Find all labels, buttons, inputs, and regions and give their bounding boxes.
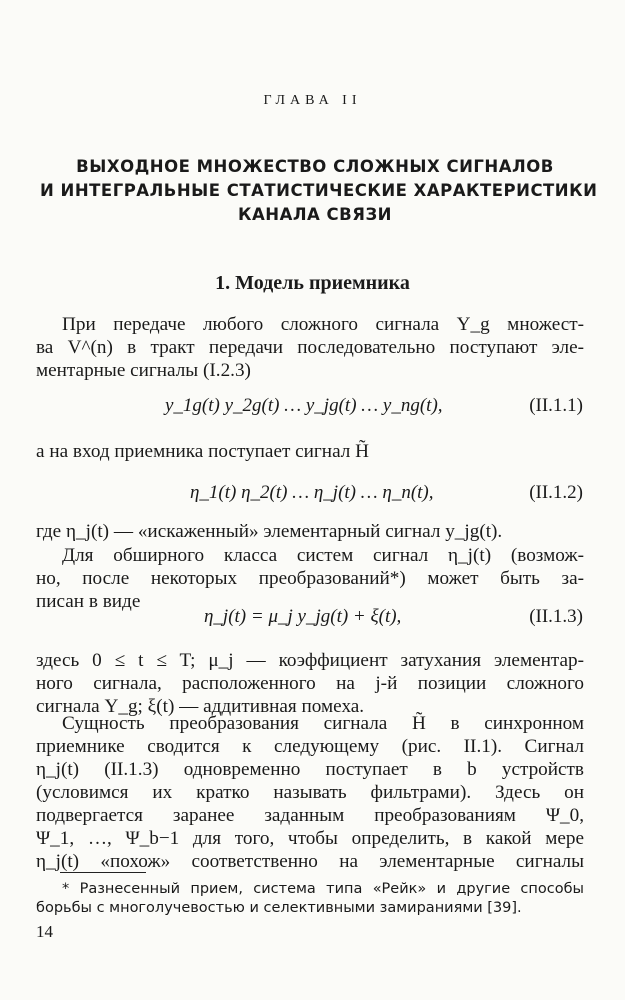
text-line: подвергается заранее заданным преобразованиям Ψ_0, xyxy=(36,805,584,826)
text-line: Сущность преобразования сигнала H̃ в синхронном xyxy=(62,713,584,734)
chapter-title xyxy=(40,155,598,227)
text-line: ва V^(n) в тракт передачи последовательно поступают эле- xyxy=(36,337,584,358)
section-heading: 1. Модель приемника xyxy=(215,272,410,294)
chapter-title-line-2: И ИНТЕГРАЛЬНЫЕ СТАТИСТИЧЕСКИЕ ХАРАКТЕРИСТИКИ xyxy=(40,181,598,200)
footnote-divider xyxy=(60,872,146,873)
text-line: ментарные сигналы (I.2.3) xyxy=(36,360,251,381)
text-line: При передаче любого сложного сигнала Y_g множест- xyxy=(62,314,584,335)
text-line: сигнала Y_g; ξ(t) — аддитивная помеха. xyxy=(36,696,365,717)
text-line: но, после некоторых преобразований*) может быть за- xyxy=(36,568,584,589)
footnote-line: борьбы с многолучевостью и селективными замираниями [39]. xyxy=(36,900,522,916)
text-line: Ψ_1, …, Ψ_b−1 для того, чтобы определить, в какой мере xyxy=(36,828,584,849)
text-line: Для обширного класса систем сигнал η_j(t) (возмож- xyxy=(62,545,584,566)
equation-label: (II.1.2) xyxy=(529,482,583,503)
chapter-heading: ГЛАВА II xyxy=(263,93,362,108)
text-line: писан в виде xyxy=(36,591,141,612)
text-line: η_j(t) «похож» соответственно на элементарные сигналы xyxy=(36,851,584,872)
text-line: η_j(t) (II.1.3) одновременно поступает в b устройств xyxy=(36,759,584,780)
text-line: (условимся их кратко называть фильтрами). Здесь он xyxy=(36,782,584,803)
equation-label: (II.1.1) xyxy=(529,395,583,416)
text-line: где η_j(t) — «искаженный» элементарный сигнал y_jg(t). xyxy=(36,521,503,542)
text-line: ного сигнала, расположенного на j-й позиции сложного xyxy=(36,673,584,694)
equation-label: (II.1.3) xyxy=(529,606,583,627)
page-number: 14 xyxy=(36,922,53,941)
chapter-title-line-1: ВЫХОДНОЕ МНОЖЕСТВО СЛОЖНЫХ СИГНАЛОВ xyxy=(76,157,554,176)
text-line: здесь 0 ≤ t ≤ T; μ_j — коэффициент затухания элементар- xyxy=(36,650,584,671)
equation-II-1-2: η_1(t) η_2(t) … η_j(t) … η_n(t), xyxy=(190,482,434,503)
equation-II-1-1: y_1g(t) y_2g(t) … y_jg(t) … y_ng(t), xyxy=(165,395,443,416)
chapter-title-line-3: КАНАЛА СВЯЗИ xyxy=(238,205,392,224)
text-line: приемнике сводится к следующему (рис. II.1). Сигнал xyxy=(36,736,584,757)
text-line: а на вход приемника поступает сигнал H̃ xyxy=(36,441,369,462)
footnote-line: * Разнесенный прием, система типа «Рейк» и другие способы xyxy=(62,881,584,897)
equation-II-1-3: η_j(t) = μ_j y_jg(t) + ξ(t), xyxy=(204,606,402,627)
